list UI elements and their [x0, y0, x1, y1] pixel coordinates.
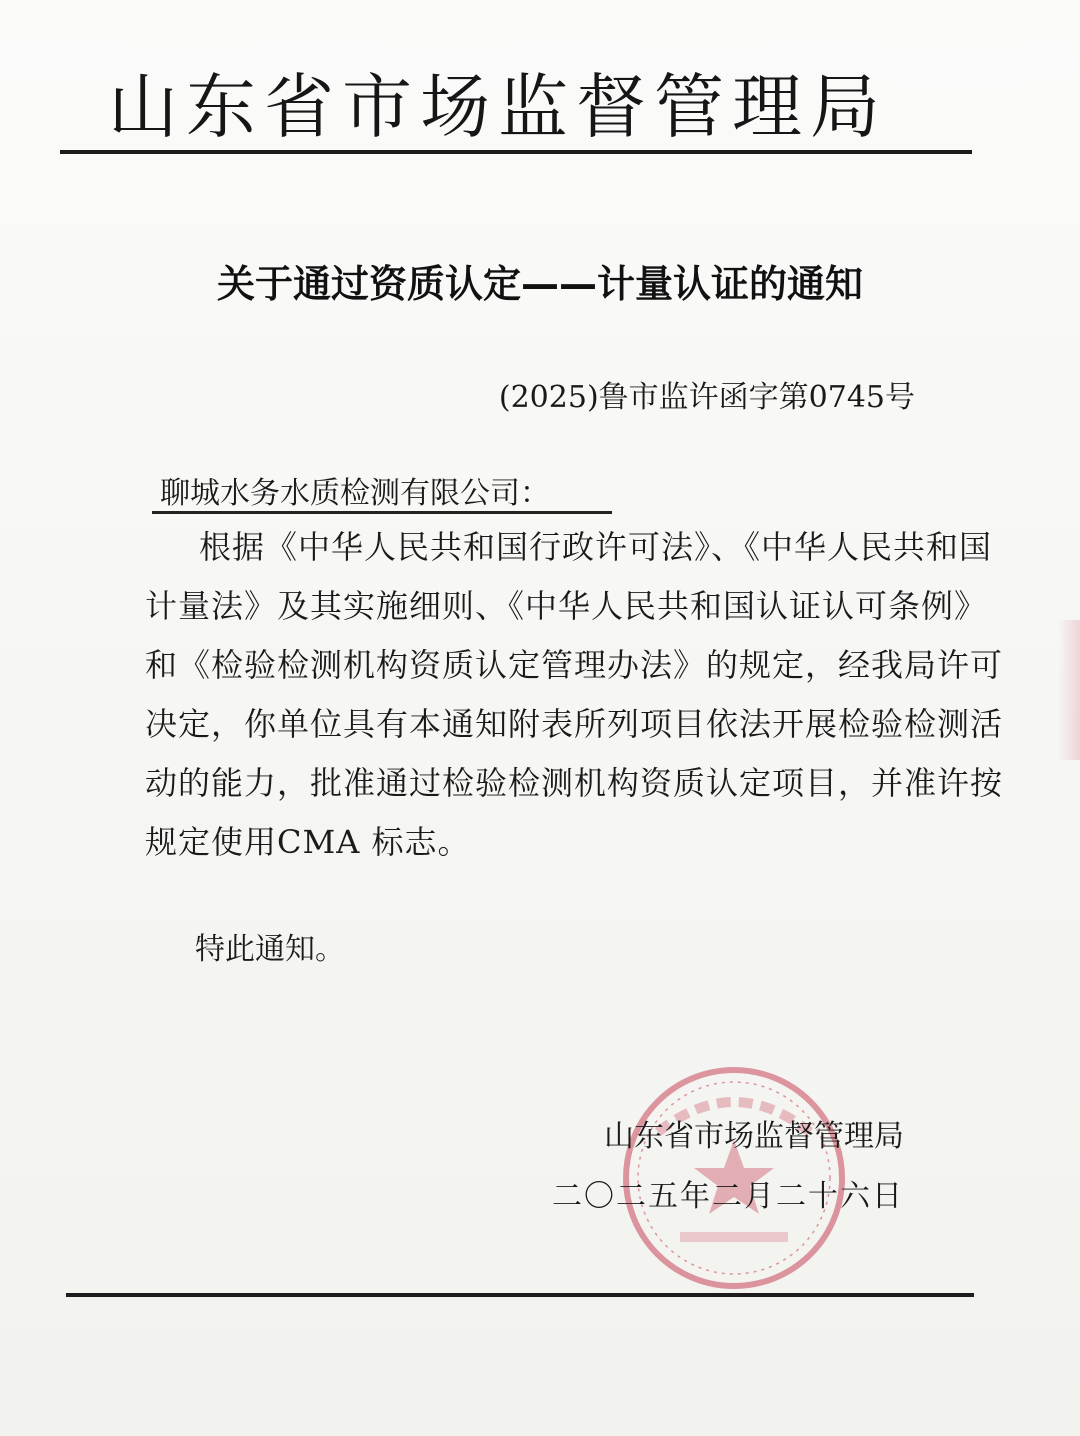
issuer-signature: 山东省市场监督管理局 — [604, 1119, 904, 1154]
document-number: (2025)鲁市监许函字第0745号 — [498, 380, 915, 415]
body-line: 规定使用CMA 标志。 — [145, 823, 471, 861]
letterhead-organization: 山东省市场监督管理局 — [108, 66, 888, 148]
issue-date: 二〇二五年二月二十六日 — [552, 1179, 904, 1214]
notice-body — [145, 518, 1004, 872]
footer-rule — [66, 1293, 974, 1297]
body-line: 决定，你单位具有本通知附表所列项目依法开展检验检测活 — [145, 705, 1004, 743]
body-line: 动的能力，批准通过检验检测机构资质认定项目，并准许按 — [145, 764, 1004, 802]
recipient-name: 聊城水务水质检测有限公司： — [160, 476, 550, 511]
letterhead-rule — [60, 150, 972, 154]
adjacent-page-seal-edge — [1058, 620, 1080, 760]
body-line: 计量法》及其实施细则、《中华人民共和国认证认可条例》 — [145, 587, 988, 625]
body-line: 根据《中华人民共和国行政许可法》、《中华人民共和国 — [199, 528, 993, 566]
recipient-underline — [152, 511, 612, 514]
closing-remark: 特此通知。 — [195, 932, 345, 967]
notice-title: 关于通过资质认定——计量认证的通知 — [216, 262, 863, 306]
body-line: 和《检验检测机构资质认定管理办法》的规定，经我局许可 — [145, 646, 1004, 684]
